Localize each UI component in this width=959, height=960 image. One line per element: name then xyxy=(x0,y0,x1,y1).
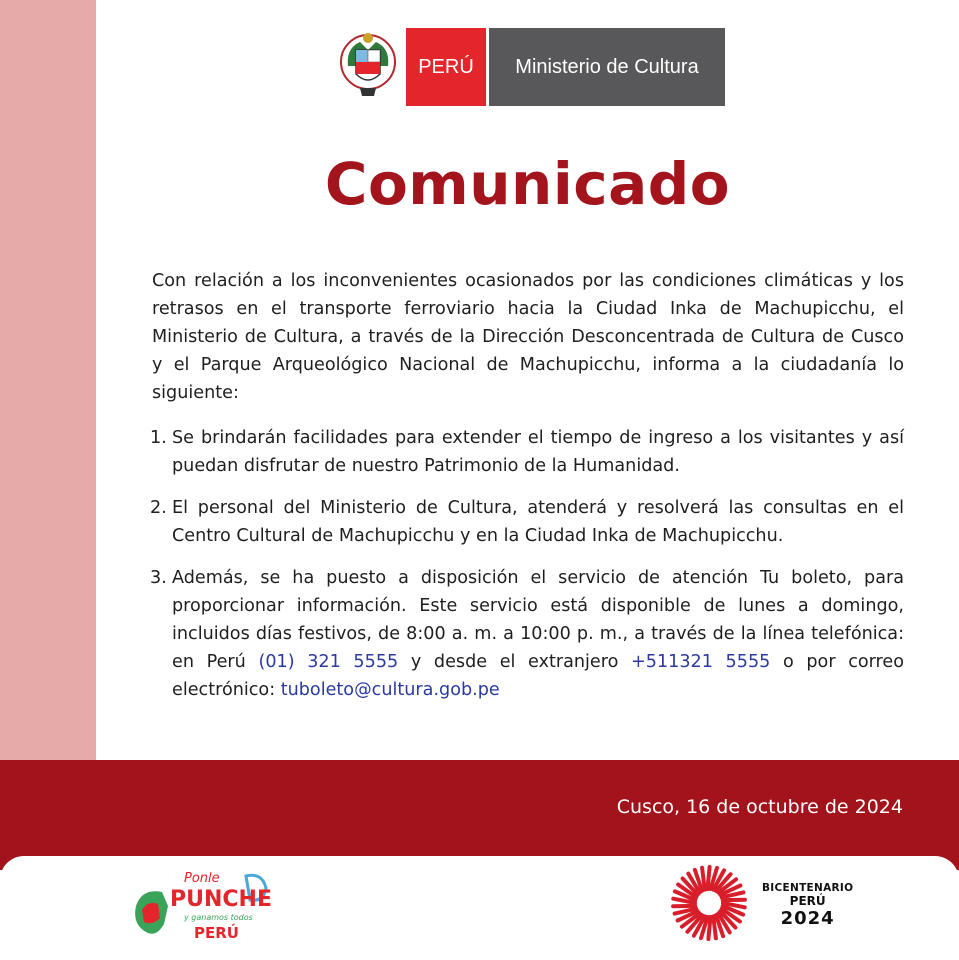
list-item-number: 2. xyxy=(150,498,167,518)
list-item xyxy=(150,494,904,550)
local-phone-link[interactable]: (01) 321 5555 xyxy=(258,652,399,672)
ponle-text-4: PERÚ xyxy=(194,924,239,942)
ministry-logo xyxy=(338,28,725,106)
announcement-list xyxy=(150,424,904,718)
ponle-punche-logo xyxy=(128,866,278,946)
bicentenario-line-2: PERÚ xyxy=(789,894,826,908)
item-3-text-a: Además, se ha puesto a disposición el servicio de atención Tu boleto, para proporcionar información. Este servicio está disponible de lunes a domingo, incluidos días festivos, de 8:00 a. m. a 10:00 p. m., a través de la línea telefónica: en Perú xyxy=(172,568,904,672)
intro-paragraph: Con relación a los inconvenientes ocasionados por las condiciones climáticas y los retrasos en el transporte ferroviario hacia la Ciudad Inka de Machupicchu, el Ministerio de Cultura, a través de la Dirección Desconcentrada de Cultura de Cusco y el Parque Arqueológico Nacional de Machupicchu, informa a la ciudadanía lo siguiente: xyxy=(152,271,904,403)
email-link[interactable]: tuboleto@cultura.gob.pe xyxy=(280,680,500,700)
list-item-text: Se brindarán facilidades para extender el tiempo de ingreso a los visitantes y así puedan disfrutar de nuestro Patrimonio de la Humanidad. xyxy=(172,428,904,476)
bicentenario-text xyxy=(762,882,853,929)
list-item xyxy=(150,424,904,480)
ponle-text-1: Ponle xyxy=(184,871,220,886)
page-title: Comunicado xyxy=(324,150,731,218)
sunburst-ray xyxy=(713,916,716,938)
list-item-number: 1. xyxy=(150,428,167,448)
ponle-text-2: PUNCHE xyxy=(170,887,272,912)
bicentenario-line-3: 2024 xyxy=(780,908,835,929)
bicentenario-sunburst-icon xyxy=(668,858,758,948)
international-phone-link[interactable]: +511321 5555 xyxy=(631,652,771,672)
peru-coat-of-arms-icon xyxy=(338,28,398,106)
item-3-text-b: y desde el extranjero xyxy=(398,652,632,672)
list-item-number: 3. xyxy=(150,568,167,588)
list-item-text xyxy=(172,564,904,704)
bicentenario-line-1: BICENTENARIO xyxy=(762,882,854,894)
sunburst-ray xyxy=(702,868,705,890)
ministry-label: Ministerio de Cultura xyxy=(489,28,725,106)
item-3-text-c: o por correo electrónico: xyxy=(172,652,904,700)
peru-label: PERÚ xyxy=(406,28,486,106)
issue-date: Cusco, 16 de octubre de 2024 xyxy=(616,796,903,818)
bicentenario-logo xyxy=(668,858,868,948)
ponle-text-3: y ganamos todos xyxy=(184,913,253,922)
list-item-text: El personal del Ministerio de Cultura, atenderá y resolverá las consultas en el Centro Cultural de Machupicchu y en la Ciudad Inka de Machupicchu. xyxy=(172,498,904,546)
sunburst-ray xyxy=(708,917,710,939)
sunburst-ray xyxy=(708,867,710,889)
list-item xyxy=(150,564,904,704)
left-decorative-strip xyxy=(0,0,96,760)
